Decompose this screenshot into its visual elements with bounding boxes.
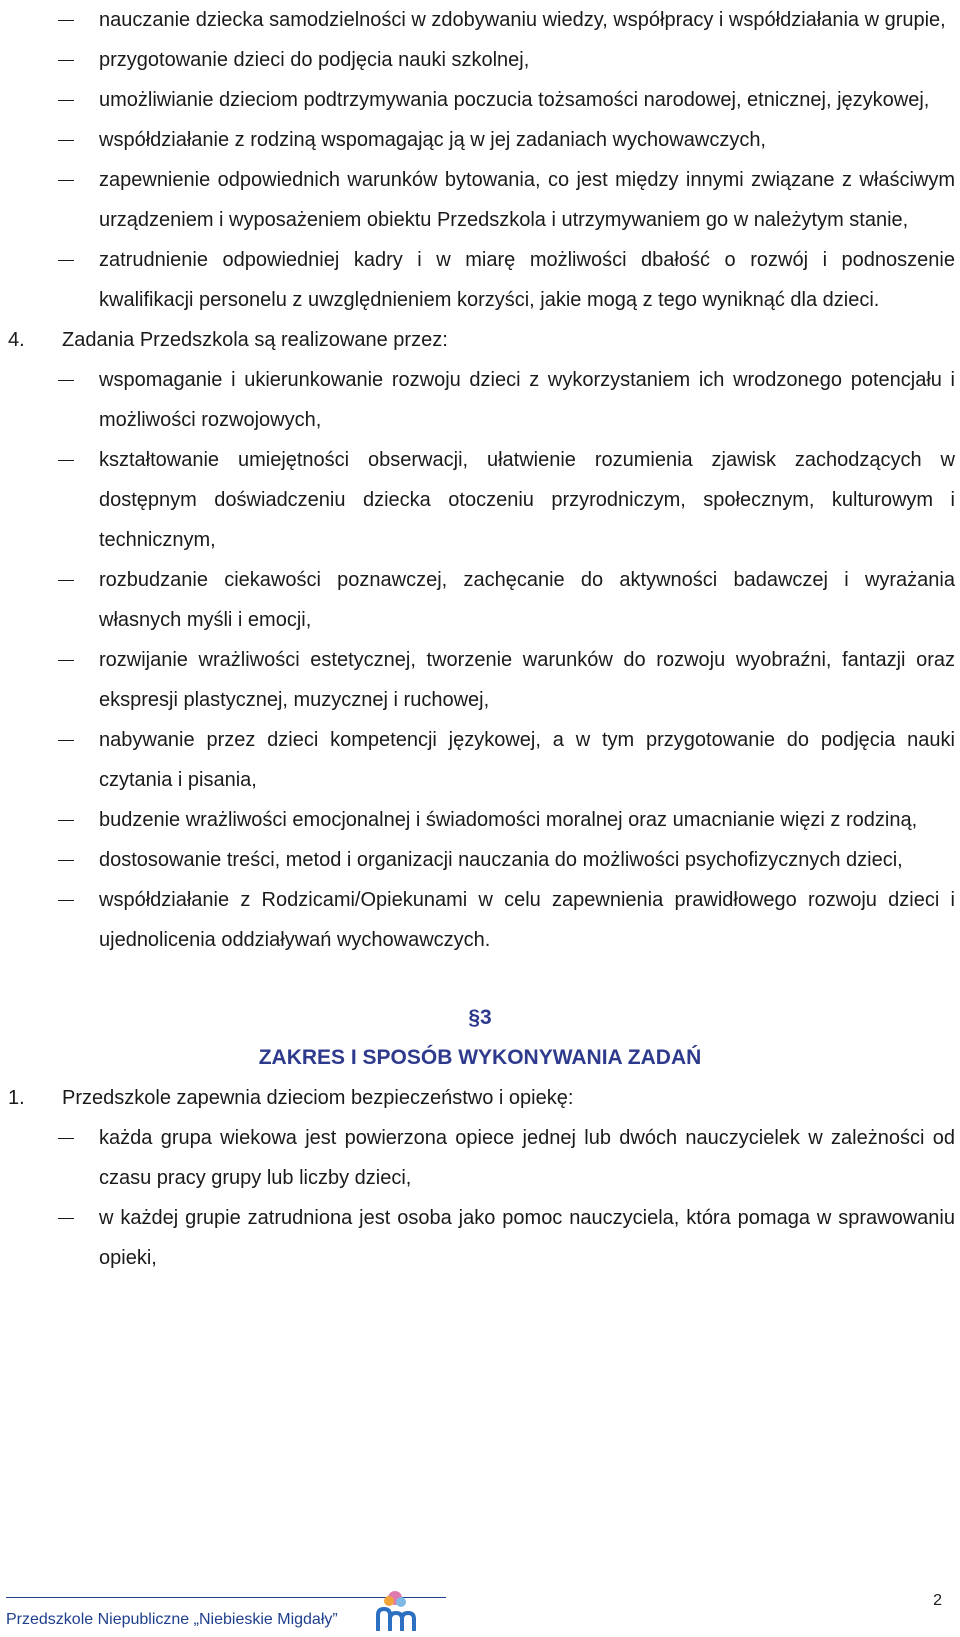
dash-bullet [58,260,74,261]
list-item [0,0,960,40]
point-number: 1. [8,1087,25,1109]
dash-bullet [58,740,74,741]
list-item-text: przygotowanie dzieci do podjęcia nauki szkolnej, [99,49,530,71]
dash-bullet [58,820,74,821]
dash-bullet [58,60,74,61]
list-item [0,800,960,840]
list-item [0,440,960,560]
dash-bullet [58,1218,74,1219]
list-continuation [0,0,960,320]
list-item [0,720,960,800]
dash-bullet [58,180,74,181]
list-item-text: zatrudnienie odpowiedniej kadry i w miarę możliwości dbałość o rozwój i podnoszenie kwalifikacji personelu z uwzględnieniem korzyści, jakie mogą z tego wyniknąć dla dzieci. [99,249,955,311]
dash-bullet [58,1138,74,1139]
numbered-point-4 [0,320,960,360]
list-item [0,40,960,80]
list-item [0,880,960,960]
list-item [0,160,960,240]
school-logo-icon [370,1589,420,1635]
point-text: Zadania Przedszkola są realizowane przez: [62,329,448,351]
list-item-text: współdziałanie z Rodzicami/Opiekunami w celu zapewnienia prawidłowego rozwoju dzieci i ujednolicenia oddziaływań wychowawczych. [99,889,955,951]
list-item [0,240,960,320]
dash-bullet [58,900,74,901]
point-4-list [0,360,960,960]
list-item-text: rozwijanie wrażliwości estetycznej, tworzenie warunków do rozwoju wyobraźni, fantazji oraz ekspresji plastycznej, muzycznej i ruchowej, [99,649,955,711]
dash-bullet [58,460,74,461]
point-text: Przedszkole zapewnia dzieciom bezpieczeństwo i opiekę: [62,1087,574,1109]
footer-school-name: Przedszkole Niepubliczne „Niebieskie Migdały” [6,1611,338,1628]
point-1-list [0,1118,960,1278]
list-item-text: w każdej grupie zatrudniona jest osoba jako pomoc nauczyciela, która pomaga w sprawowaniu opieki, [99,1207,955,1269]
list-item [0,1198,960,1278]
list-item [0,840,960,880]
dash-bullet [58,100,74,101]
section-number: §3 [468,1006,492,1029]
point-number: 4. [8,329,25,351]
list-item [0,120,960,160]
dash-bullet [58,20,74,21]
list-item-text: zapewnienie odpowiednich warunków bytowania, co jest między innymi związane z właściwym urządzeniem i wyposażeniem obiektu Przedszkola i utrzymywaniem go w należytym stanie, [99,169,955,231]
dash-bullet [58,380,74,381]
list-item-text: nabywanie przez dzieci kompetencji językowej, a w tym przygotowanie do podjęcia nauki czytania i pisania, [99,729,955,791]
section-title: ZAKRES I SPOSÓB WYKONYWANIA ZADAŃ [258,1046,702,1069]
numbered-point-1 [0,1078,960,1118]
list-item-text: wspomaganie i ukierunkowanie rozwoju dzieci z wykorzystaniem ich wrodzonego potencjału i możliwości rozwojowych, [99,369,955,431]
list-item-text: umożliwianie dzieciom podtrzymywania poczucia tożsamości narodowej, etnicznej, językowej, [99,89,930,111]
list-item-text: współdziałanie z rodziną wspomagając ją w jej zadaniach wychowawczych, [99,129,766,151]
dash-bullet [58,660,74,661]
list-item-text: budzenie wrażliwości emocjonalnej i świadomości moralnej oraz umacnianie więzi z rodziną, [99,809,918,831]
list-item-text: każda grupa wiekowa jest powierzona opiece jednej lub dwóch nauczycielek w zależności od czasu pracy grupy lub liczby dzieci, [99,1127,955,1189]
dash-bullet [58,580,74,581]
list-item-text: rozbudzanie ciekawości poznawczej, zachęcanie do aktywności badawczej i wyrażania własnych myśli i emocji, [99,569,955,631]
dash-bullet [58,860,74,861]
list-item [0,640,960,720]
list-item [0,1118,960,1198]
list-item [0,560,960,640]
list-item [0,360,960,440]
list-item-text: kształtowanie umiejętności obserwacji, ułatwienie rozumienia zjawisk zachodzących w dostępnym doświadczeniu dziecka otoczeniu przyrodniczym, społecznym, kulturowym i technicznym, [99,449,955,551]
dash-bullet [58,140,74,141]
list-item [0,80,960,120]
list-item-text: dostosowanie treści, metod i organizacji nauczania do możliwości psychofizycznych dzieci, [99,849,903,871]
page-number: 2 [933,1592,942,1609]
list-item-text: nauczanie dziecka samodzielności w zdobywaniu wiedzy, współpracy i współdziałania w grupie, [99,9,946,31]
